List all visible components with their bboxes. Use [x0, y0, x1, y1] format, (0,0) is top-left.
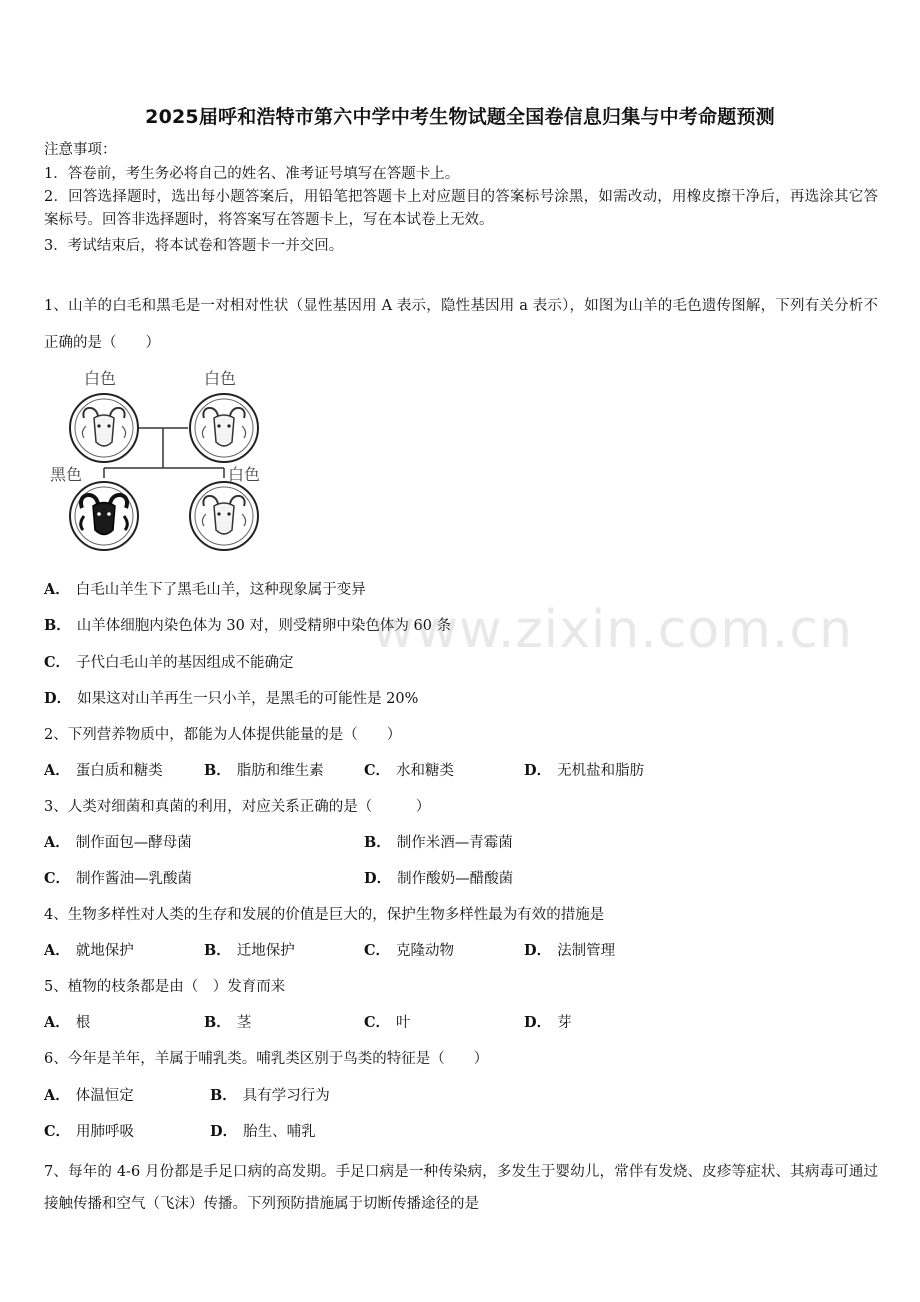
q5-option-a: A． 根 — [44, 1014, 91, 1031]
q5-option-c: C． 叶 — [364, 1014, 411, 1031]
q5-option-b: B． 茎 — [204, 1014, 252, 1031]
q1-option-d: D． 如果这对山羊再生一只小羊，是黑毛的可能性是 20% — [44, 690, 419, 707]
figure-label-child-1: 黑色 — [50, 465, 83, 484]
q6-option-b: B． 具有学习行为 — [210, 1087, 330, 1104]
question-1-stem: 1、山羊的白毛和黑毛是一对相对性状（显性基因用 A 表示，隐性基因用 a 表示），如图为山羊的毛色遗传图解，下列有关分析不正确的是（ ） — [44, 298, 878, 351]
q6-option-c: C． 用肺呼吸 — [44, 1123, 135, 1140]
figure-label-parent-1: 白色 — [84, 369, 117, 388]
page-title: 2025届呼和浩特市第六中学中考生物试题全国卷信息归集与中考命题预测 — [145, 106, 775, 128]
question-6-stem: 6、今年是羊年，羊属于哺乳类。哺乳类区别于鸟类的特征是（ ） — [44, 1051, 489, 1067]
black-sheep-icon — [70, 482, 138, 550]
white-sheep-icon — [190, 482, 258, 550]
q1-option-a: A． 白毛山羊生下了黑毛山羊，这种现象属于变异 — [44, 581, 366, 598]
notice-item-2: 2．回答选择题时，选出每小题答案后，用铅笔把答题卡上对应题目的答案标号涂黑，如需改动，用橡皮擦干净后，再选涂其它答案标号。回答非选择题时，将答案写在答题卡上，写在本试卷上无效。 — [44, 189, 878, 228]
q4-option-a: A． 就地保护 — [44, 942, 134, 959]
question-3-stem: 3、人类对细菌和真菌的利用，对应关系正确的是（ ） — [44, 799, 431, 815]
q4-option-b: B． 迁地保护 — [204, 942, 295, 959]
heredity-diagram — [44, 362, 284, 558]
notice-heading: 注意事项： — [44, 142, 117, 158]
figure-label-child-2: 白色 — [228, 465, 261, 484]
white-sheep-icon — [70, 394, 138, 462]
figure-label-parent-2: 白色 — [204, 369, 237, 388]
question-5-stem: 5、植物的枝条都是由（ ）发育而来 — [44, 979, 286, 995]
sheep-pedigree-figure — [44, 362, 284, 558]
q2-option-a: A． 蛋白质和糖类 — [44, 762, 163, 779]
q6-option-a: A． 体温恒定 — [44, 1087, 134, 1104]
question-2-stem: 2、下列营养物质中，都能为人体提供能量的是（ ） — [44, 727, 402, 743]
q3-option-b: B． 制作米酒—青霉菌 — [364, 834, 513, 851]
q2-option-d: D． 无机盐和脂肪 — [524, 762, 645, 779]
q3-option-a: A． 制作面包—酵母菌 — [44, 834, 192, 851]
q2-option-b: B． 脂肪和维生素 — [204, 762, 324, 779]
white-sheep-icon — [190, 394, 258, 462]
q3-option-d: D． 制作酸奶—醋酸菌 — [364, 870, 514, 887]
q1-option-c: C． 子代白毛山羊的基因组成不能确定 — [44, 654, 294, 671]
site-watermark: www.zixin.com.cn — [372, 600, 853, 660]
question-4-stem: 4、生物多样性对人类的生存和发展的价值是巨大的，保护生物多样性最为有效的措施是 — [44, 907, 605, 923]
q3-option-c: C． 制作酱油—乳酸菌 — [44, 870, 193, 887]
q4-option-c: C． 克隆动物 — [364, 942, 455, 959]
q2-option-c: C． 水和糖类 — [364, 762, 455, 779]
notice-item-3: 3．考试结束后，将本试卷和答题卡一并交回。 — [44, 238, 344, 254]
q1-option-b: B． 山羊体细胞内染色体为 30 对，则受精卵中染色体为 60 条 — [44, 617, 452, 634]
q5-option-d: D． 芽 — [524, 1014, 572, 1031]
notice-item-1: 1．答卷前，考生务必将自己的姓名、准考证号填写在答题卡上。 — [44, 166, 460, 182]
question-7-stem: 7、每年的 4-6 月份都是手足口病的高发期。手足口病是一种传染病，多发生于婴幼儿，常伴有发烧、皮疹等症状、其病毒可通过接触传播和空气（飞沫）传播。下列预防措施属于切断传播途径的是 — [44, 1164, 878, 1212]
q6-option-d: D． 胎生、哺乳 — [210, 1123, 316, 1140]
q4-option-d: D． 法制管理 — [524, 942, 616, 959]
